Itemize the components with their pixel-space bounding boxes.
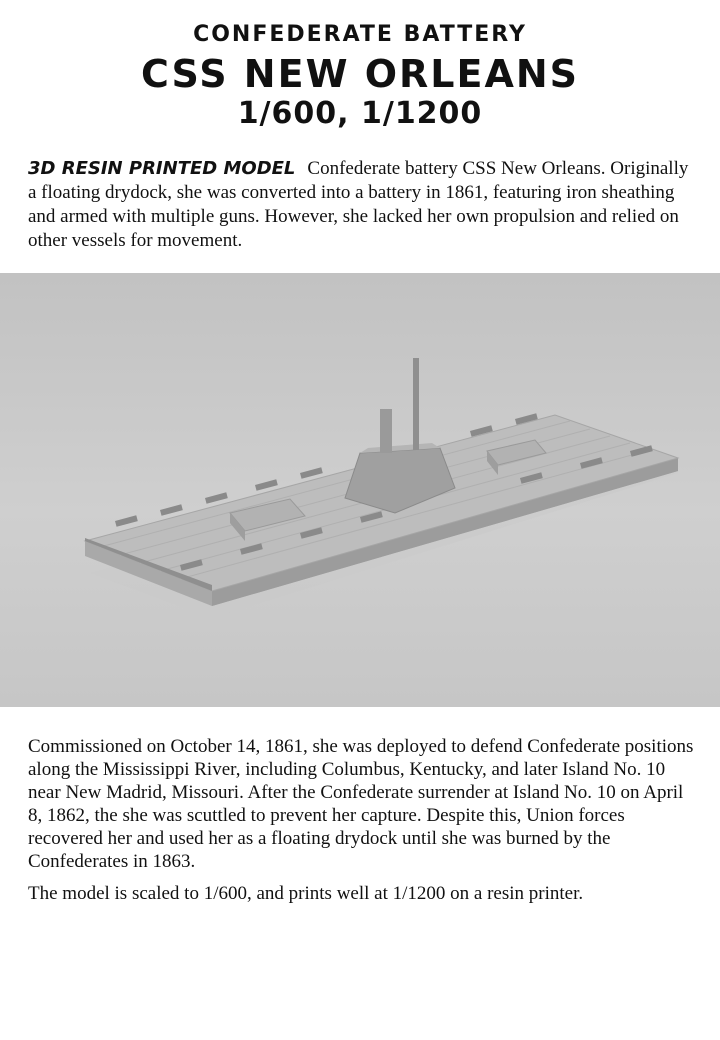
intro-text: Confederate battery CSS New Orleans. Originally a floating drydock, she was converted into a battery in 1861, featuring iron sheathing and armed with multiple guns. However, she lacked her own propulsion and relied on other vessels for movement. [28,158,689,251]
page-title: CSS NEW ORLEANS [140,52,580,96]
model-render [0,273,720,707]
intro-paragraph [28,157,698,253]
history-paragraph: Commissioned on October 14, 1861, she was deployed to defend Confederate positions along the Mississippi River, including Columbus, Kentucky, and later Island No. 10 near New Madrid, Missouri. After the Confederate surrender at Island No. 10 on April 8, 1862, the she was scuttled to prevent her capture. Despite this, Union forces recovered her and used her as a floating drydock until she was burned by the Confederates in 1863. [28,736,694,872]
model-render-image [0,273,720,707]
scale-note: The model is scaled to 1/600, and prints well at 1/1200 on a resin printer. [28,883,584,904]
scale-line: 1/600, 1/1200 [237,96,483,131]
subtitle: CONFEDERATE BATTERY [193,22,527,47]
model-tag: 3D RESIN PRINTED MODEL [28,158,296,179]
